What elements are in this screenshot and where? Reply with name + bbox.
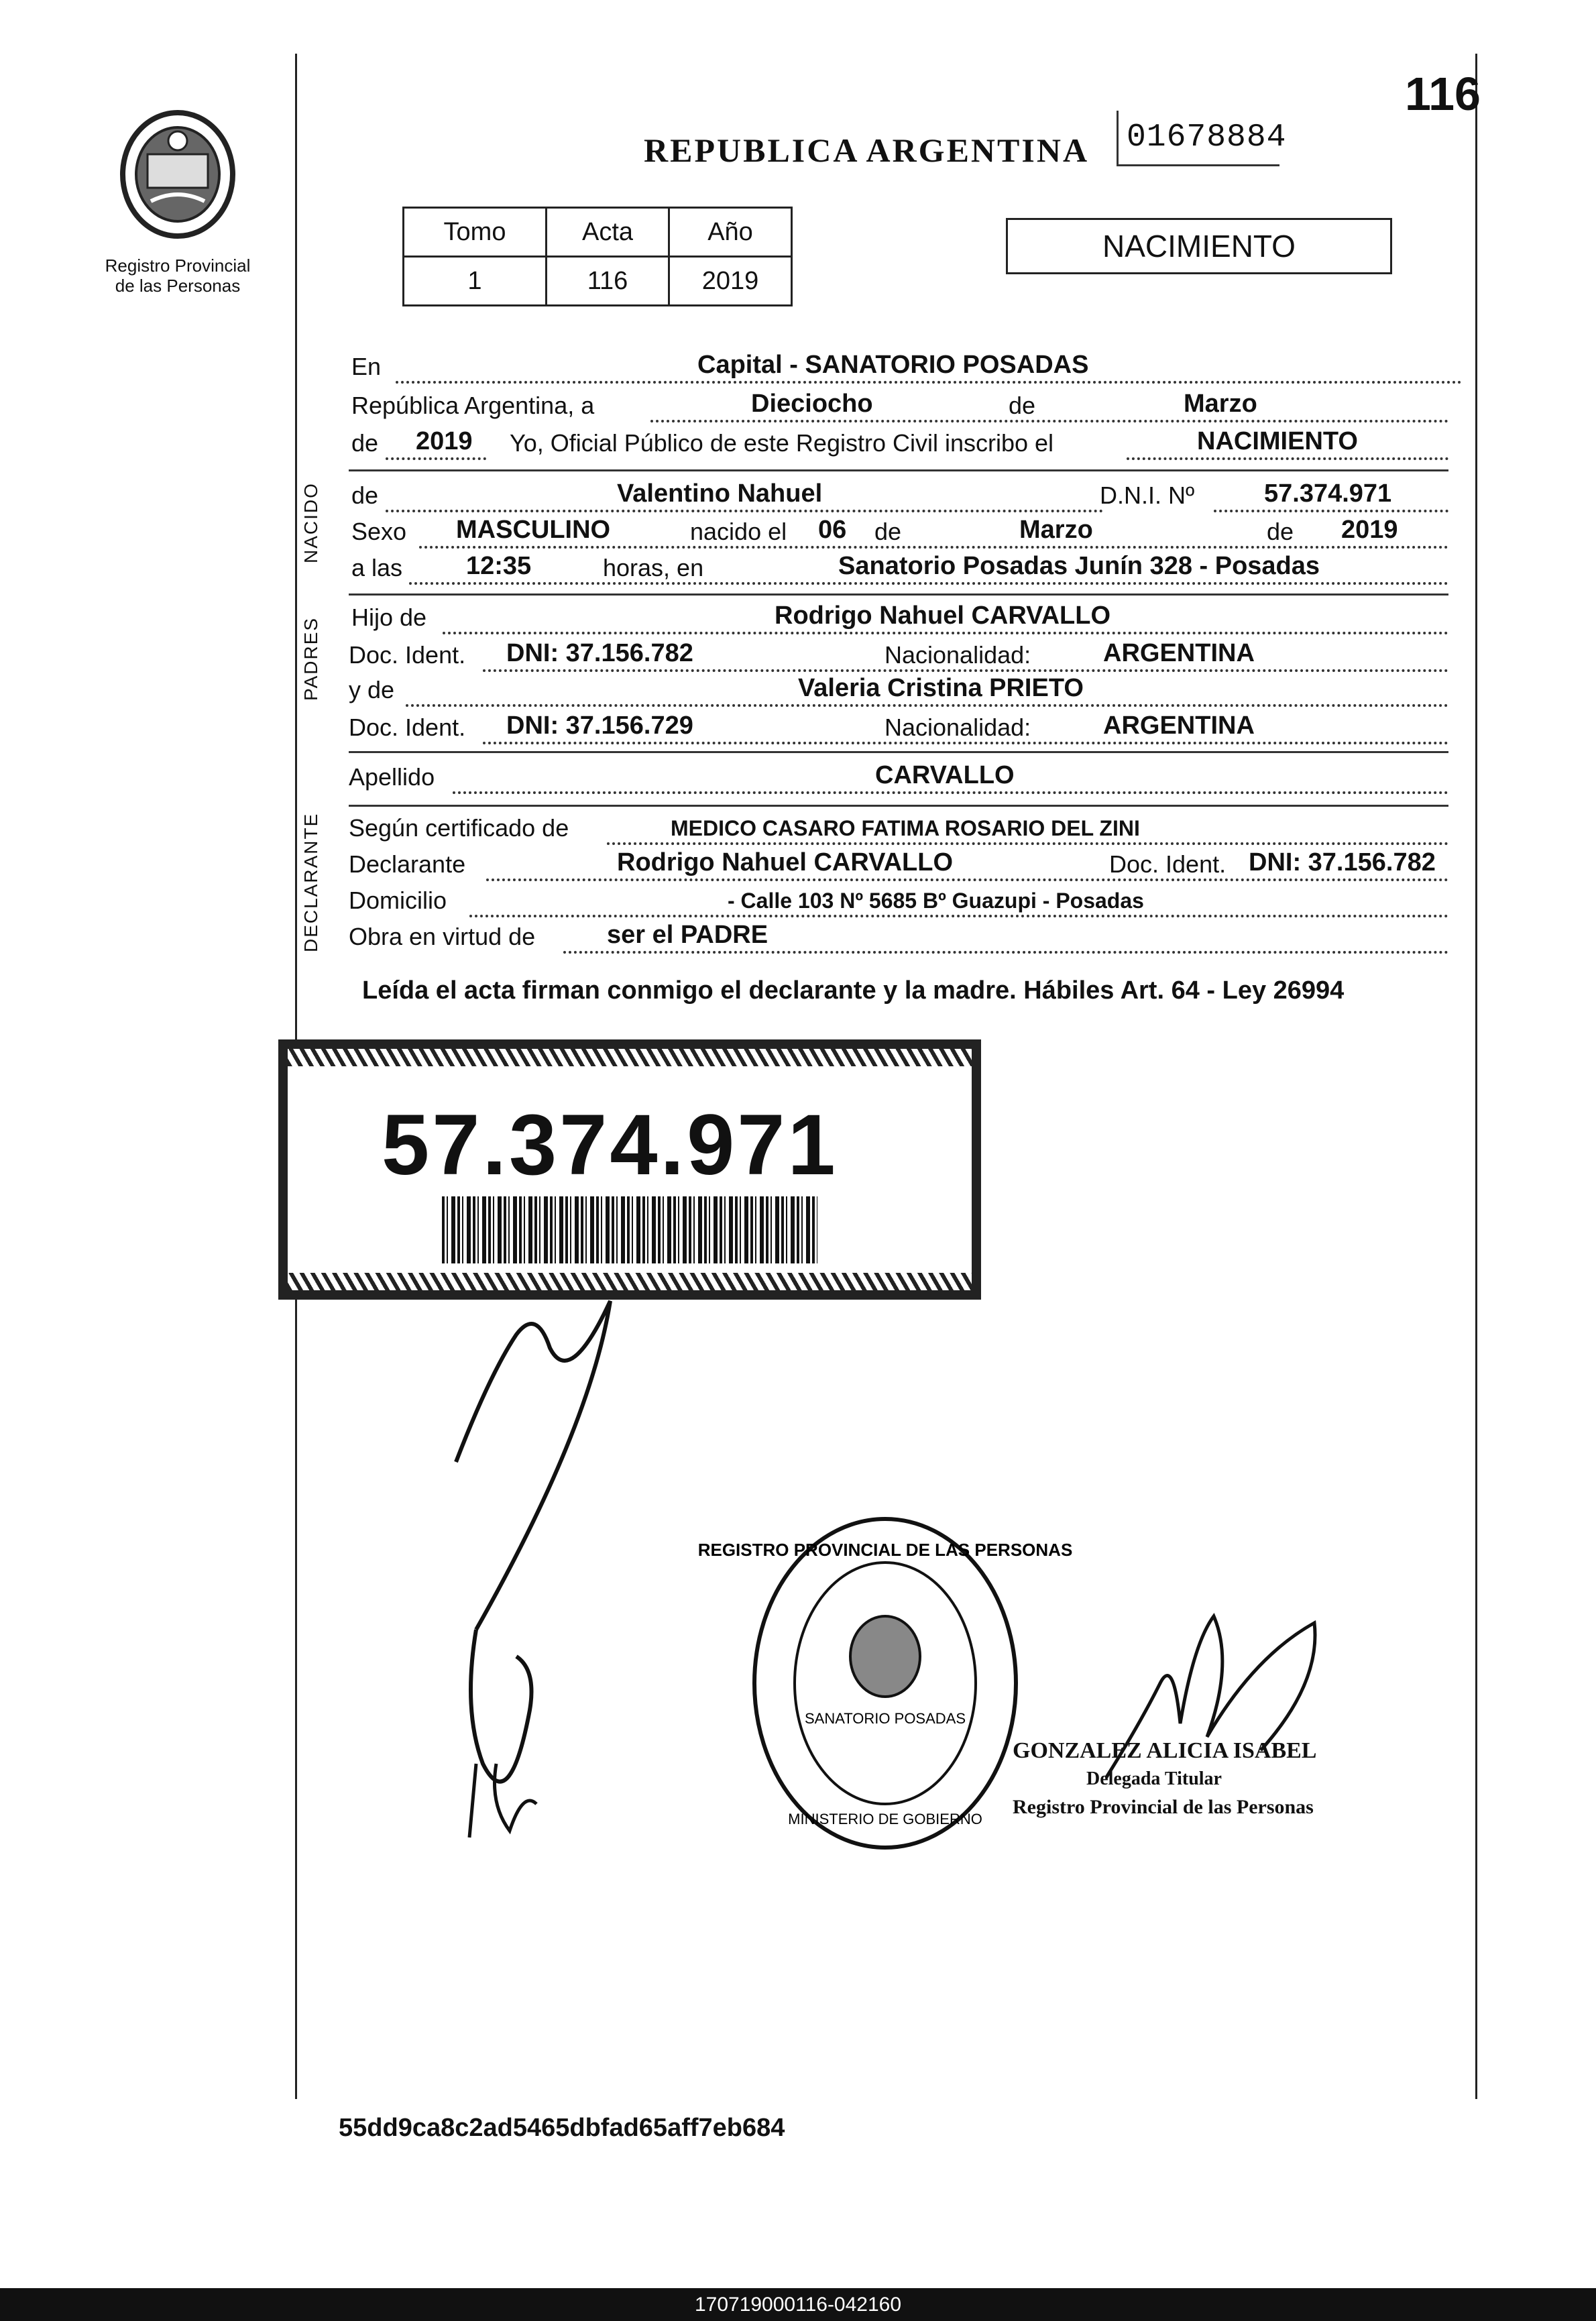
divider-apellido-top — [349, 751, 1448, 753]
segun-label: Según certificado de — [349, 814, 569, 842]
record-type-box: NACIMIENTO — [1006, 218, 1392, 274]
logo-caption-line2: de las Personas — [115, 276, 241, 296]
acta-value: 116 — [547, 257, 669, 306]
footer-code: 170719000116-042160 — [0, 2288, 1596, 2321]
tomo-header: Tomo — [404, 208, 547, 257]
row-segun — [349, 810, 1448, 848]
sticker-dni-number: 57.374.971 — [382, 1097, 838, 1193]
lugar-value: Sanatorio Posadas Junín 328 - Posadas — [838, 552, 1320, 580]
row-padre — [349, 600, 1448, 637]
de2-label: de — [351, 429, 379, 457]
nacido-de-label3: de — [1264, 518, 1296, 546]
side-label-padres: PADRES — [300, 616, 321, 701]
madre-nac-label: Nacionalidad: — [882, 714, 1033, 742]
anio-header: Año — [669, 208, 792, 257]
de-label: de — [1006, 392, 1038, 420]
official-stamp-icon — [697, 1509, 1073, 1858]
hora-value: 12:35 — [466, 552, 532, 580]
page-number: 116 — [1405, 68, 1481, 120]
domicilio-value: - Calle 103 Nº 5685 Bº Guazupi - Posadas — [728, 889, 1144, 913]
year-value: 2019 — [416, 427, 473, 455]
row-padre-doc — [349, 637, 1448, 675]
nacido-year: 2019 — [1341, 516, 1398, 544]
nacido-el-label: nacido el — [687, 518, 789, 546]
madre-nac: ARGENTINA — [1103, 712, 1255, 740]
logo-caption-line1: Registro Provincial — [105, 256, 251, 276]
domicilio-label: Domicilio — [349, 887, 447, 914]
official-name: GONZALEZ ALICIA ISABEL — [1013, 1738, 1317, 1763]
misiones-seal-icon — [114, 107, 241, 248]
row-madre — [349, 672, 1448, 710]
barcode-icon — [442, 1196, 817, 1263]
en-label: En — [351, 353, 382, 380]
en-value: Capital - SANATORIO POSADAS — [697, 351, 1089, 379]
apellido-value: CARVALLO — [875, 761, 1015, 789]
province-logo — [94, 107, 262, 296]
hijo-de-label: Hijo de — [351, 604, 427, 631]
nacido-de-label: de — [351, 482, 379, 509]
madre-doc-label: Doc. Ident. — [349, 714, 466, 741]
dni-sticker — [278, 1039, 981, 1300]
sexo-value: MASCULINO — [456, 516, 611, 544]
obra-value: ser el PADRE — [607, 921, 768, 949]
declarante-signature-icon — [436, 1294, 650, 1844]
declarante-doc: DNI: 37.156.782 — [1249, 848, 1436, 876]
stamp-ring-text: REGISTRO PROVINCIAL DE LAS PERSONAS — [697, 1540, 1073, 1560]
anio-value: 2019 — [669, 257, 792, 306]
divider-declarante-top — [349, 805, 1448, 807]
official-org: Registro Provincial de las Personas — [1013, 1796, 1314, 1818]
madre-name: Valeria Cristina PRIETO — [798, 674, 1084, 702]
row-nacido-nombre — [349, 477, 1448, 515]
padre-nac-label: Nacionalidad: — [882, 641, 1033, 669]
madre-doc: DNI: 37.156.729 — [506, 712, 693, 740]
declarante-doc-label: Doc. Ident. — [1106, 850, 1229, 879]
nacido-month: Marzo — [1019, 516, 1093, 544]
declarante-label: Declarante — [349, 850, 466, 878]
horas-label: horas, en — [600, 554, 706, 582]
nacido-de-label2: de — [872, 518, 904, 546]
divider-nacido-top — [349, 469, 1448, 471]
segun-value: MEDICO CASARO FATIMA ROSARIO DEL ZINI — [671, 816, 1140, 840]
inscribe-value: NACIMIENTO — [1197, 427, 1358, 455]
nacido-day: 06 — [818, 516, 847, 544]
stamp-inner-text: SANATORIO POSADAS — [804, 1710, 966, 1727]
padre-name: Rodrigo Nahuel CARVALLO — [775, 602, 1111, 630]
day-value: Dieciocho — [751, 390, 873, 418]
row-apellido — [349, 759, 1448, 797]
republica-label: República Argentina, a — [351, 392, 595, 419]
row-declarante — [349, 846, 1448, 884]
official-signature-icon — [1100, 1603, 1341, 1804]
document-hash: 55dd9ca8c2ad5465dbfad65aff7eb684 — [339, 2114, 785, 2142]
closing-text: Leída el acta firman conmigo el declarante y la madre. Hábiles Art. 64 - Ley 26994 — [362, 976, 1345, 1005]
dni-label: D.N.I. Nº — [1100, 482, 1195, 509]
official-role: Delegada Titular — [1086, 1768, 1222, 1789]
row-republica — [349, 388, 1448, 425]
row-oficial — [349, 425, 1448, 463]
tomo-value: 1 — [404, 257, 547, 306]
child-name: Valentino Nahuel — [617, 479, 823, 508]
right-margin-line — [1475, 54, 1477, 2099]
obra-label: Obra en virtud de — [349, 923, 536, 950]
row-en — [349, 349, 1448, 386]
tomo-acta-table — [402, 207, 793, 306]
padre-doc-label: Doc. Ident. — [349, 641, 466, 669]
serial-number: 01678884 — [1127, 119, 1287, 156]
month-value: Marzo — [1184, 390, 1257, 418]
row-obra — [349, 919, 1448, 956]
side-label-nacido: NACIDO — [300, 482, 321, 563]
row-nacido-sexo — [349, 514, 1448, 551]
child-dni: 57.374.971 — [1264, 479, 1392, 508]
acta-header: Acta — [547, 208, 669, 257]
padre-nac: ARGENTINA — [1103, 639, 1255, 667]
divider-padres-top — [349, 593, 1448, 596]
sexo-label: Sexo — [351, 518, 407, 545]
stamp-bottom-text: MINISTERIO DE GOBIERNO — [788, 1811, 982, 1827]
oficial-text: Yo, Oficial Público de este Registro Civil inscribo el — [510, 429, 1054, 457]
country-title: REPUBLICA ARGENTINA — [644, 131, 1090, 169]
padre-doc: DNI: 37.156.782 — [506, 639, 693, 667]
y-de-label: y de — [349, 676, 395, 703]
row-nacido-hora — [349, 550, 1448, 587]
row-domicilio — [349, 883, 1448, 920]
row-madre-doc — [349, 710, 1448, 747]
apellido-label: Apellido — [349, 763, 435, 791]
declarante-name: Rodrigo Nahuel CARVALLO — [617, 848, 954, 876]
side-label-declarante: DECLARANTE — [300, 812, 321, 952]
a-las-label: a las — [351, 554, 403, 581]
